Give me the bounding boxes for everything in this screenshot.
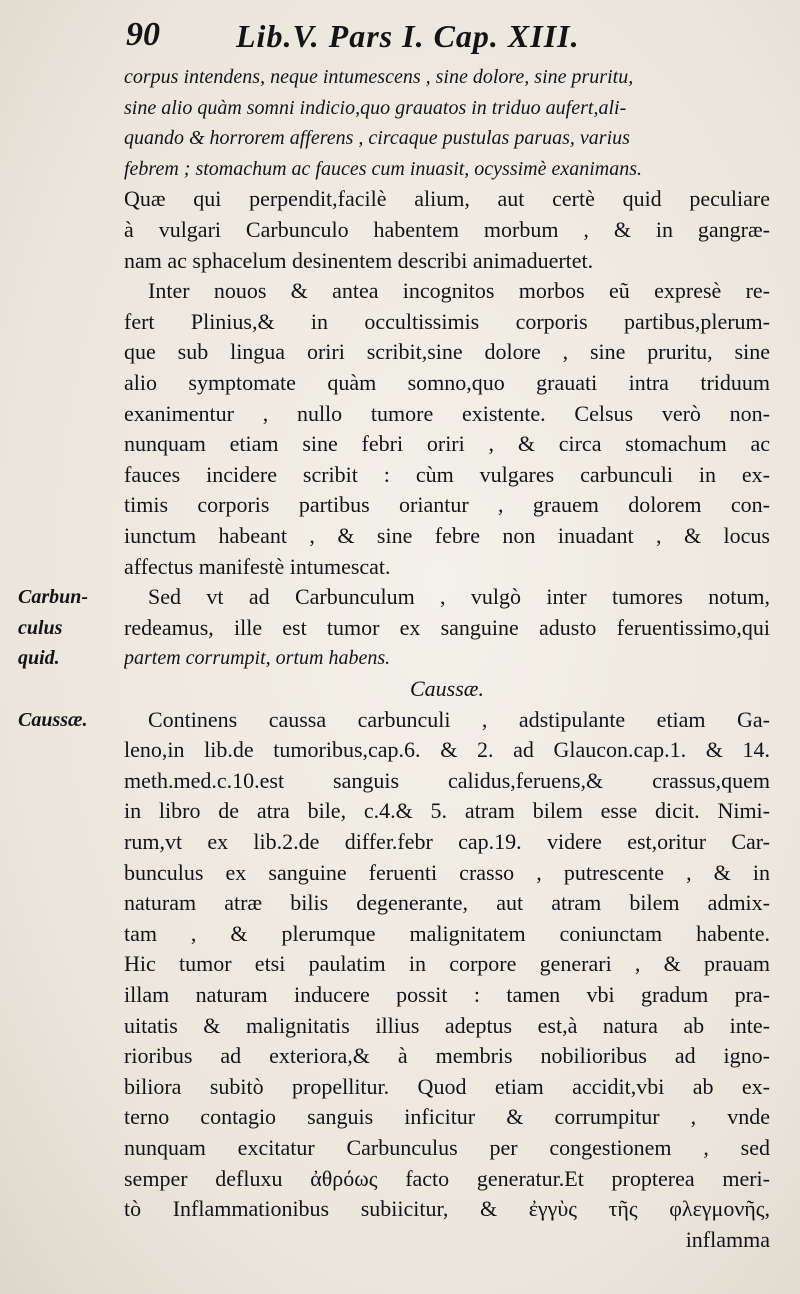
- text-line: affectus manifestè intumescat.: [124, 553, 391, 579]
- text-line: fauces incidere scribit : cùm vulgares carbunculi in ex-: [124, 461, 770, 487]
- text-line: leno,in lib.de tumoribus,cap.6. & 2. ad Glaucon.cap.1. & 14.: [124, 737, 770, 763]
- text-line: semper defluxu ἀθρόως facto generatur.Et propterea meri-: [124, 1165, 770, 1191]
- text-line: meth.med.c.10.est sanguis calidus,feruens,& crassus,quem: [124, 767, 770, 793]
- text-line: que sub lingua oriri scribit,sine dolore , sine pruritu, sine: [124, 339, 770, 365]
- text-line: alio symptomate quàm somno,quo grauati intra triduum: [124, 370, 770, 395]
- text-line: Continens caussa carbunculi , adstipulante etiam Ga-: [148, 706, 770, 732]
- text-line: febrem ; stomachum ac fauces cum inuasit, ocyssimè exanimans.: [124, 157, 643, 180]
- text-line: nam ac sphacelum desinentem describi animaduertet.: [124, 247, 594, 273]
- text-line: à vulgari Carbunculo habentem morbum , & in gangræ-: [124, 217, 770, 242]
- text-line: tò Inflammationibus subiicitur, & ἐγγὺς τῆς φλεγμονῆς,: [124, 1196, 770, 1222]
- text-line: Caussæ.: [410, 676, 484, 701]
- text-line: timis corporis partibus oriantur , grauem dolorem con-: [124, 492, 770, 518]
- text-line: terno contagio sanguis inficitur & corrumpitur , vnde: [124, 1104, 770, 1130]
- margin-note: Caussæ.: [18, 708, 88, 731]
- text-line: sine alio quàm somni indicio,quo grauatos in triduo aufert,ali-: [124, 96, 627, 119]
- text-line: bunculus ex sanguine feruenti crasso , putrescente , & in: [124, 859, 770, 885]
- text-line: redeamus, ille est tumor ex sanguine adusto feruentissimo,qui: [124, 614, 770, 640]
- text-line: nunquam excitatur Carbunculus per congestionem , sed: [124, 1135, 770, 1160]
- page-number: 90: [126, 16, 160, 53]
- text-line: tam , & plerumque malignitatem coniunctam habente.: [124, 920, 770, 946]
- text-line: biliora subitò propellitur. Quod etiam accidit,vbi ab ex-: [124, 1073, 770, 1099]
- text-line: uitatis & malignitatis illius adeptus est,à natura ab inte-: [124, 1012, 770, 1038]
- margin-note: culus: [18, 616, 63, 639]
- text-line: Sed vt ad Carbunculum , vulgò inter tumores notum,: [148, 584, 770, 610]
- text-line: corpus intendens, neque intumescens , sine dolore, sine pruritu,: [124, 66, 634, 88]
- margin-note: quid.: [18, 647, 60, 670]
- text-line: inflamma: [685, 1226, 770, 1252]
- text-line: in libro de atra bile, c.4.& 5. atram bilem esse dicit. Nimi-: [124, 798, 770, 824]
- text-line: iunctum habeant , & sine febre non inuadant , & locus: [124, 523, 770, 548]
- text-line: Hic tumor etsi paulatim in corpore generari , & prauam: [124, 951, 770, 977]
- text-line: illam naturam inducere possit : tamen vbi gradum pra-: [124, 982, 770, 1007]
- text-line: Quæ qui perpendit,facilè alium, aut certè quid peculiare: [124, 186, 770, 212]
- text-line: naturam atræ bilis degenerante, aut atram bilem admix-: [124, 890, 770, 916]
- text-line: exanimentur , nullo tumore existente. Celsus verò non-: [124, 400, 770, 426]
- text-line: nunquam etiam sine febri oriri , & circa stomachum ac: [124, 431, 770, 457]
- text-line: rum,vt ex lib.2.de differ.febr cap.19. videre est,oritur Car-: [124, 829, 770, 854]
- text-line: fert Plinius,& in occultissimis corporis partibus,plerum-: [124, 308, 770, 334]
- text-line: Inter nouos & antea incognitos morbos eũ expresè re-: [148, 278, 770, 304]
- running-title: Lib.V. Pars I. Cap. XIII.: [236, 18, 580, 54]
- margin-note: Carbun-: [18, 586, 89, 609]
- page-header: [120, 16, 780, 62]
- text-line: quando & horrorem afferens , circaque pustulas paruas, varius: [124, 127, 630, 150]
- text-line: rioribus ad exteriora,& à membris nobilioribus ad igno-: [124, 1043, 770, 1069]
- text-line: partem corrumpit, ortum habens.: [124, 647, 391, 670]
